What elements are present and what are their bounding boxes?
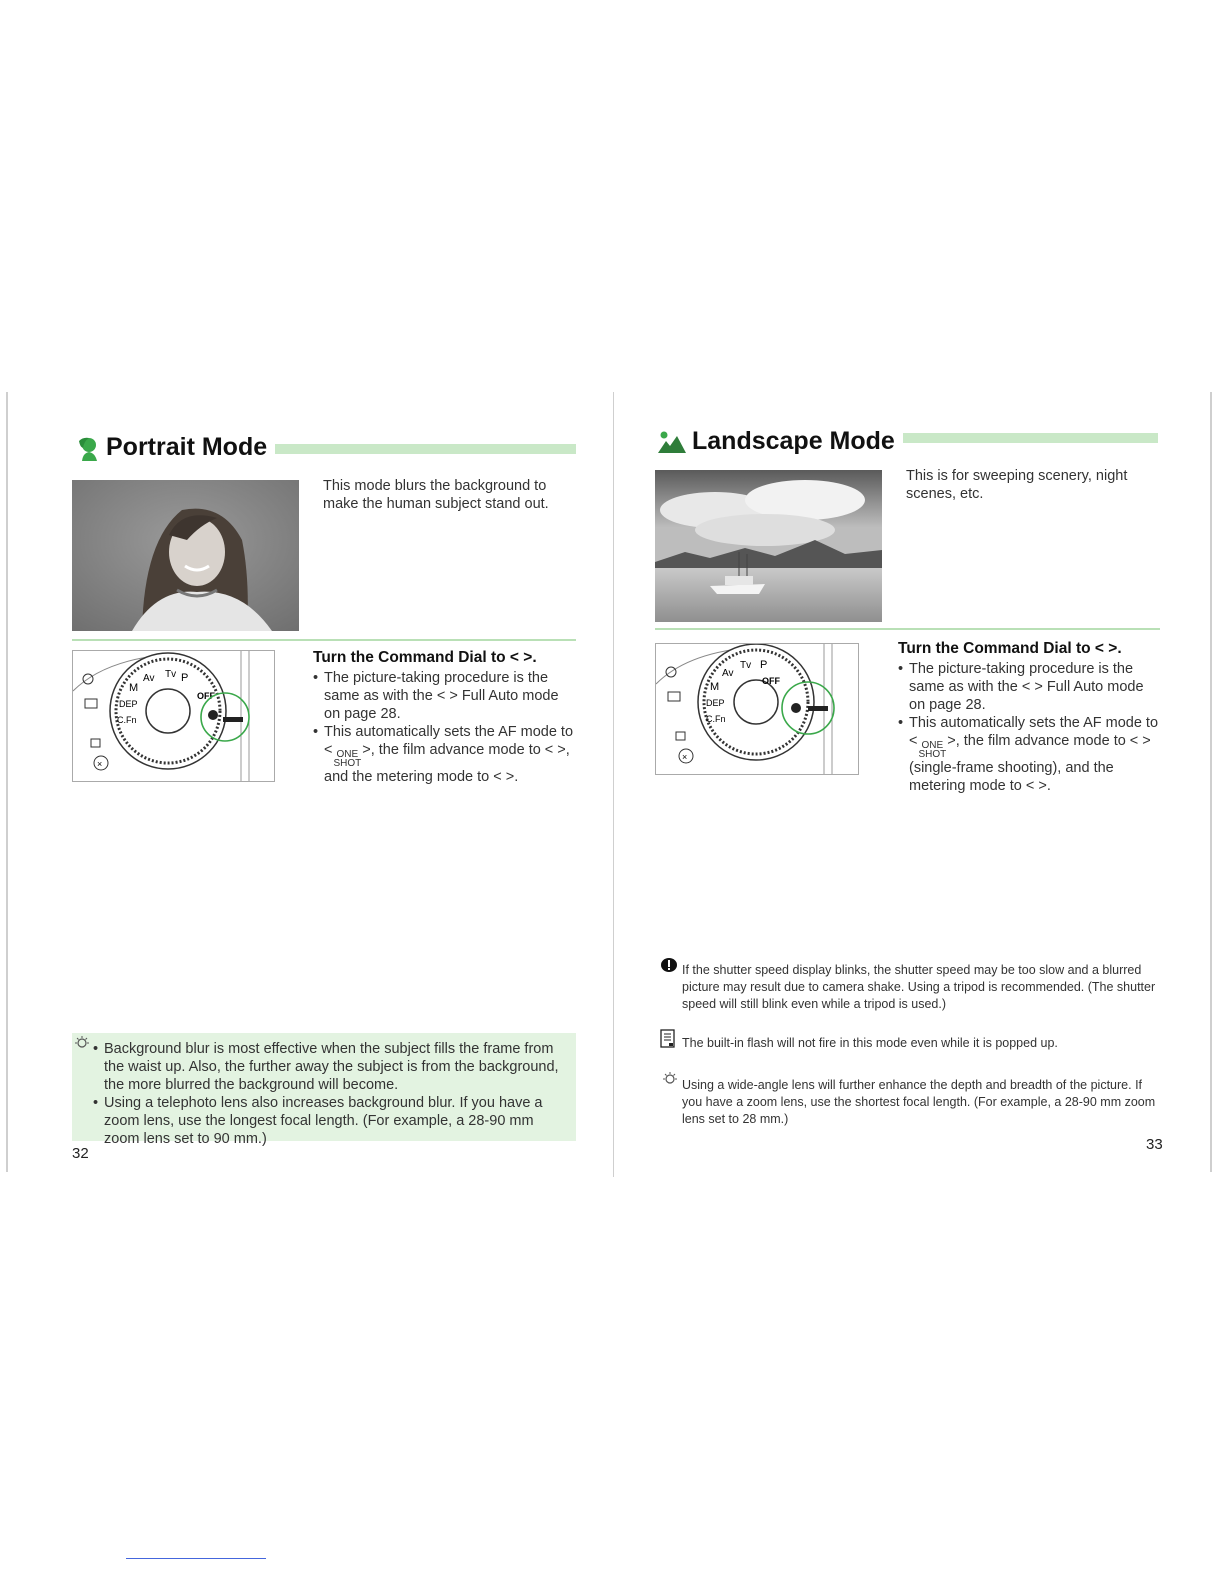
- footer-link-underline: [126, 1558, 266, 1559]
- portrait-bullet-af-mode: [313, 723, 575, 786]
- portrait-bullet-2a: This automatically sets the AF mode to <: [324, 724, 574, 758]
- portrait-photo: [72, 480, 299, 631]
- dial-label-off-right: OFF: [762, 676, 780, 686]
- landscape-title: Landscape Mode: [692, 427, 895, 455]
- portrait-rule: [72, 639, 576, 641]
- landscape-heading-bar: [903, 433, 1158, 443]
- landscape-tip: Using a wide-angle lens will further enhance the depth and breadth of the picture. If you have a zoom lens, use the shortest focal length. (For example, a 28-90 mm zoom lens set to 28 mm.): [682, 1078, 1156, 1126]
- landscape-bullet-af-mode: [898, 714, 1160, 795]
- portrait-intro: This mode blurs the background to make the human subject stand out.: [323, 478, 549, 512]
- svg-text:×: ×: [682, 752, 688, 762]
- landscape-bullet-2a: This automatically sets the AF mode to <: [909, 715, 1159, 749]
- caution-icon: [660, 957, 678, 973]
- landscape-bullets: [898, 660, 1160, 795]
- landscape-intro: This is for sweeping scenery, night scenes, etc.: [906, 468, 1128, 502]
- dial-label-av: Av: [143, 673, 155, 684]
- dial-label-av-right: Av: [722, 668, 734, 679]
- dial-label-cfn: C.Fn: [117, 715, 137, 725]
- portrait-bullets: [313, 669, 575, 786]
- landscape-step-title: Turn the Command Dial to < >.: [898, 640, 1122, 657]
- memo-icon: [660, 1029, 676, 1049]
- dial-label-cfn-right: C.Fn: [706, 714, 726, 724]
- landscape-rule: [655, 628, 1160, 630]
- landscape-bullet-procedure: • The picture-taking procedure is the same as with the < > Full Auto mode on page 28.: [898, 660, 1160, 714]
- dial-label-off: OFF: [197, 691, 215, 701]
- portrait-tip-2: • Using a telephoto lens also increases background blur. If you have a zoom lens, use the longest focal length. (For example, a 28-90 mm zoom lens set to 90 mm.): [93, 1094, 568, 1148]
- dial-label-dep: DEP: [119, 699, 138, 709]
- dial-label-m: M: [129, 682, 139, 694]
- caution-note: If the shutter speed display blinks, the shutter speed may be too slow and a blurred picture may result due to camera shake. Using a tripod is recommended. (The shutter speed will still blink even while a tripod is used.): [682, 963, 1156, 1011]
- dial-label-tv: Tv: [165, 669, 177, 680]
- landscape-photo: [655, 470, 882, 622]
- center-spine: [613, 392, 614, 1177]
- landscape-bullet-2b: >, the film advance mode to < > (single-frame shooting), and the metering mode to < >.: [909, 733, 1151, 794]
- landscape-command-dial-illustration: [655, 643, 859, 775]
- portrait-heading: [74, 433, 267, 462]
- portrait-tips-list: [93, 1040, 568, 1148]
- bulb-tip-icon-right: [660, 1071, 680, 1087]
- portrait-step-title: Turn the Command Dial to < >.: [313, 649, 537, 666]
- portrait-command-dial-illustration: [72, 650, 275, 782]
- portrait-bullet-procedure: • The picture-taking procedure is the same as with the < > Full Auto mode on page 28.: [313, 669, 575, 723]
- dial-label-dep-right: DEP: [706, 698, 725, 708]
- one-shot-symbol: ONE SHOT: [333, 749, 362, 769]
- bulb-tip-icon: [72, 1035, 92, 1051]
- page-number-left: 32: [72, 1145, 89, 1162]
- portrait-title: Portrait Mode: [106, 433, 268, 461]
- dial-label-tv-right: Tv: [740, 660, 752, 671]
- page-number-right: 33: [1146, 1136, 1163, 1153]
- portrait-instructions: [313, 649, 575, 786]
- one-shot-symbol-right: ONE SHOT: [918, 740, 947, 760]
- portrait-mode-icon: [74, 435, 100, 461]
- dial-label-m-right: M: [710, 681, 720, 693]
- portrait-tip-1: • Background blur is most effective when the subject fills the frame from the waist up. Also, the further away the subject is from the background, the more blurred the background will become.: [93, 1040, 568, 1094]
- memo-note: The built-in flash will not fire in this mode even while it is popped up.: [682, 1036, 1058, 1050]
- right-page-edge: [1210, 392, 1212, 1172]
- portrait-bullet-2b: >, the film advance mode to < >, and the metering mode to < >.: [324, 742, 570, 785]
- landscape-heading: [656, 427, 895, 456]
- portrait-heading-bar: [275, 444, 576, 454]
- svg-text:×: ×: [97, 759, 103, 769]
- landscape-mode-icon: [656, 429, 686, 455]
- left-page-edge: [6, 392, 8, 1172]
- dial-label-p: P: [181, 672, 189, 684]
- dial-label-p-right: P: [760, 659, 768, 671]
- landscape-instructions: [898, 640, 1160, 795]
